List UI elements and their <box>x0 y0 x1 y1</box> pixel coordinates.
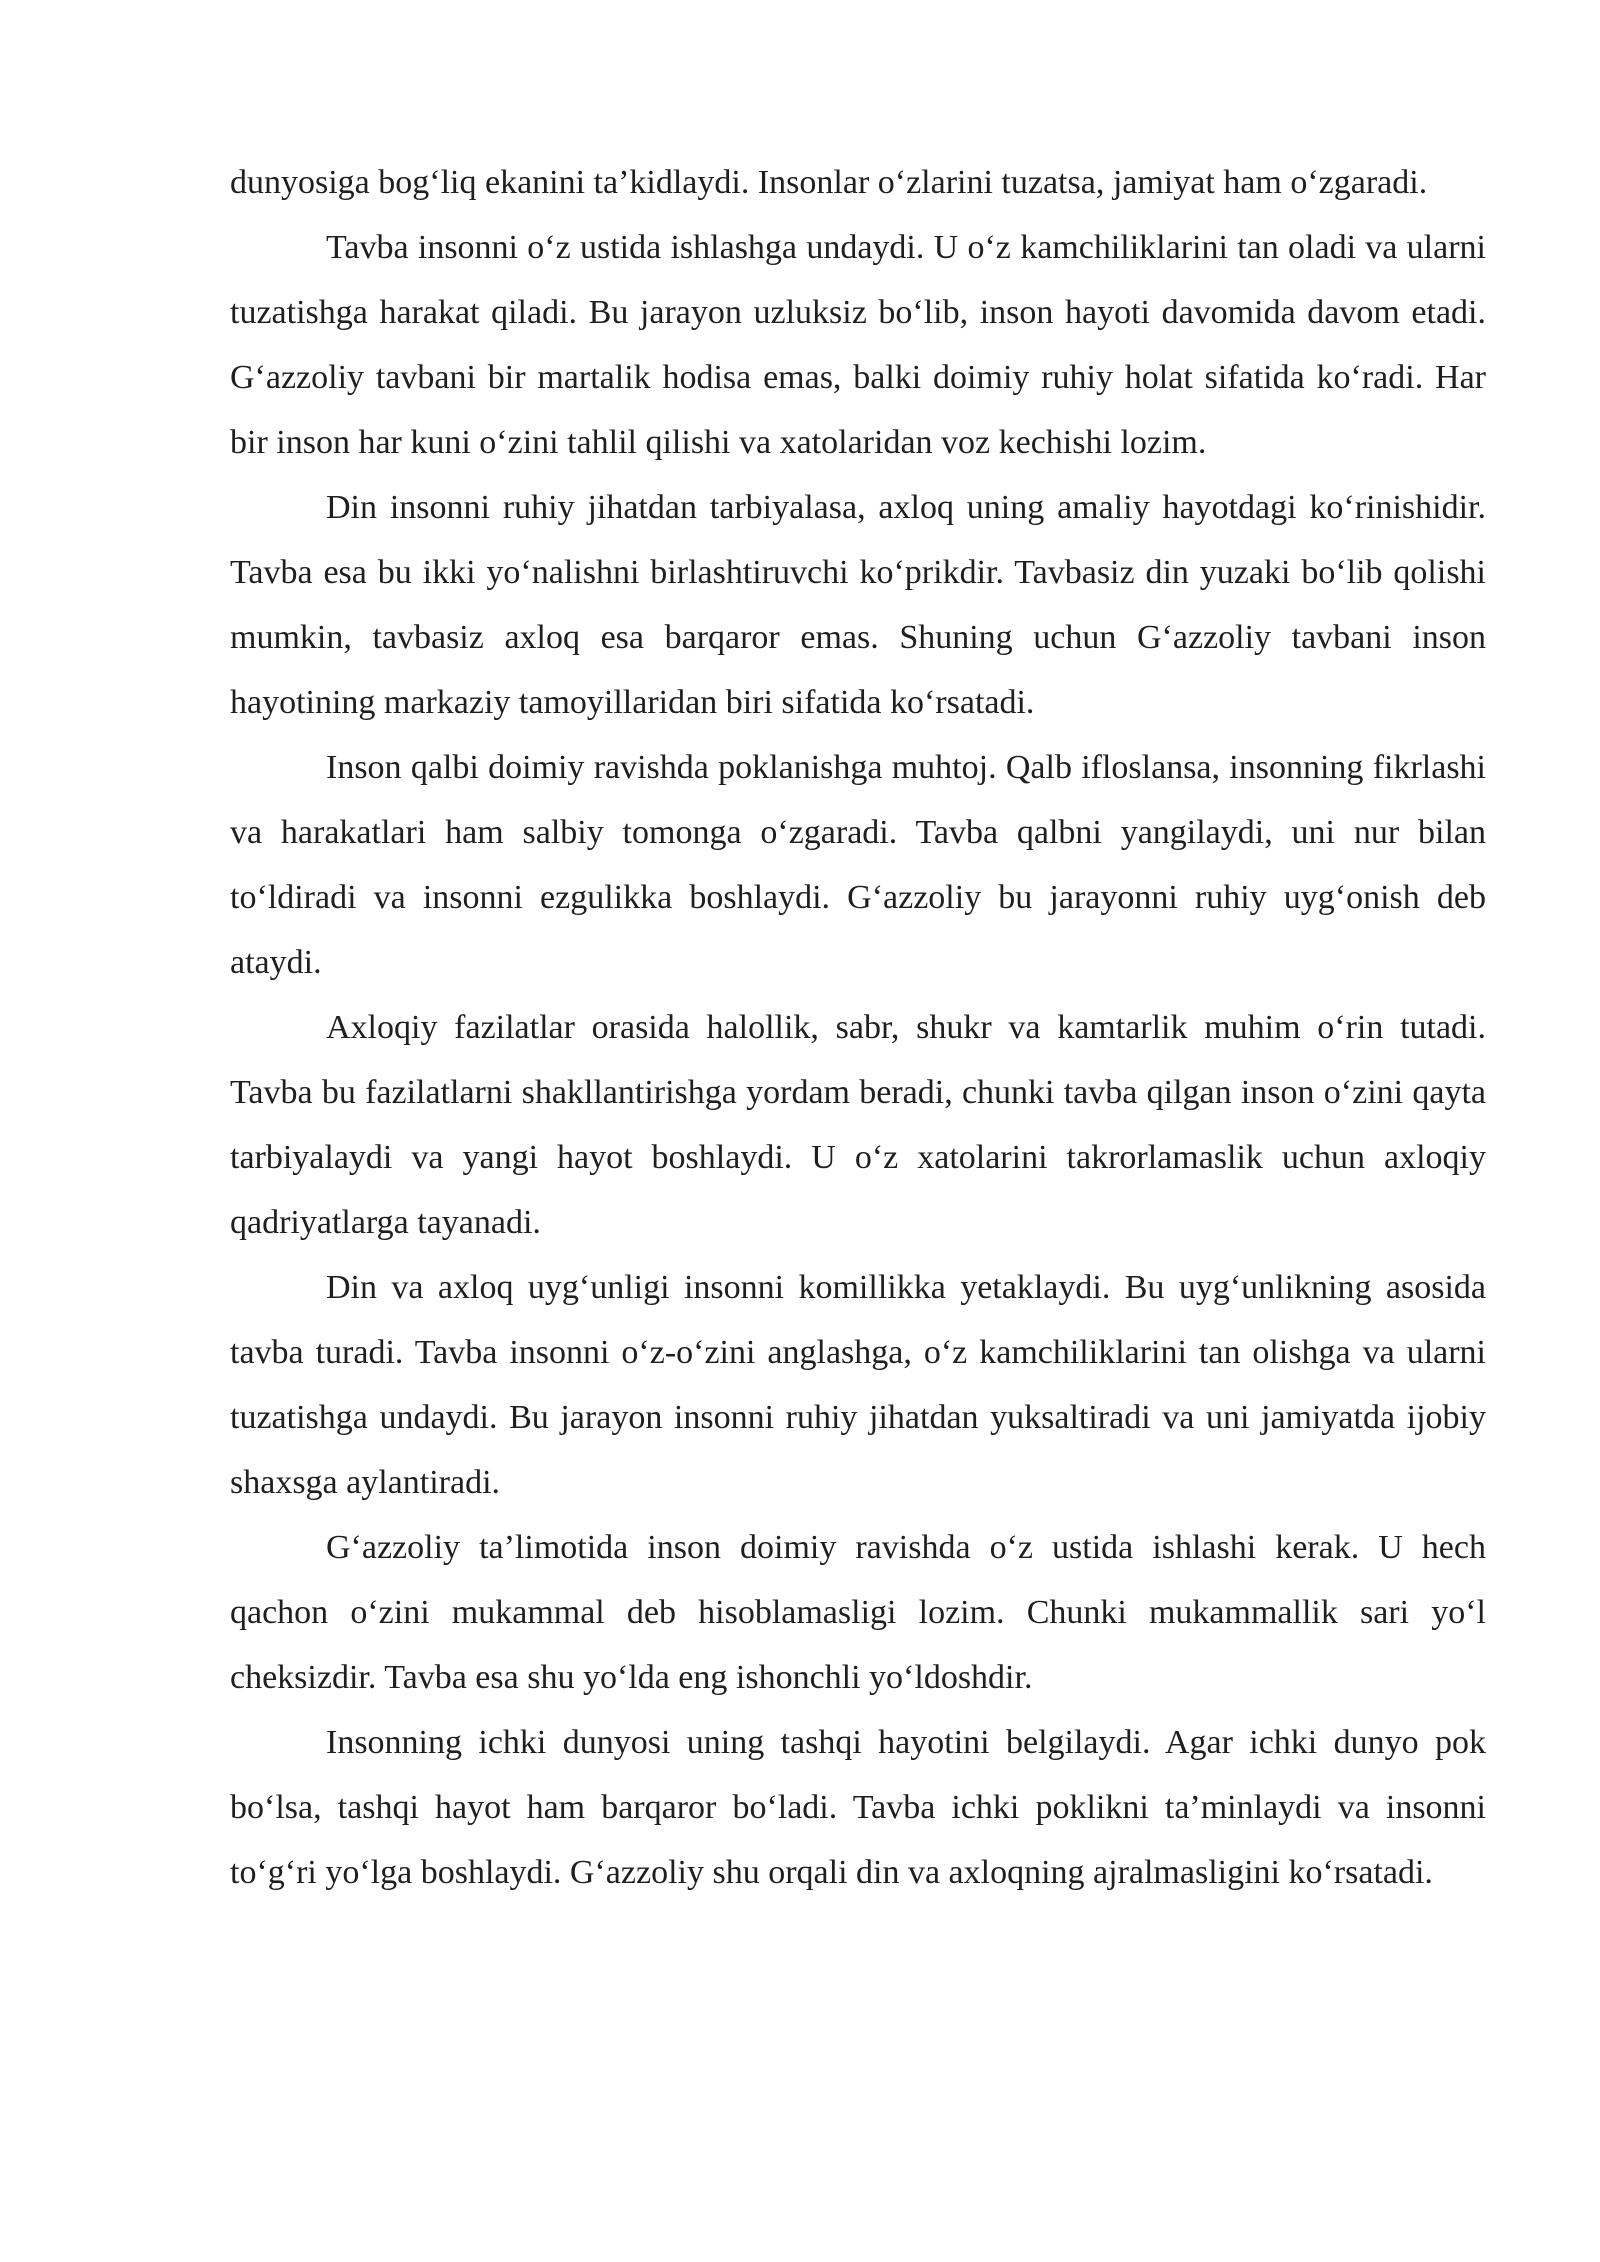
paragraph-4: Inson qalbi doimiy ravishda poklanishga muhtoj. Qalb ifloslansa, insonning fikrlashi va harakatlari ham salbiy tomonga o‘zgaradi. Tavba qalbni yangilaydi, uni nur bilan to‘ldiradi va insonni ezgulikka boshlaydi. G‘azzoliy bu jarayonni ruhiy uyg‘onish deb ataydi. <box>230 749 1486 981</box>
paragraph-6: Din va axloq uyg‘unligi insonni komillikka yetaklaydi. Bu uyg‘unlikning asosida tavba turadi. Tavba insonni o‘z-o‘zini anglashga, o‘z kamchiliklarini tan olishga va ularni tuzatishga undaydi. Bu jarayon insonni ruhiy jihatdan yuksaltiradi va uni jamiyatda ijobiy shaxsga aylantiradi. <box>230 1269 1486 1501</box>
paragraph-8: Insonning ichki dunyosi uning tashqi hayotini belgilaydi. Agar ichki dunyo pok bo‘lsa, tashqi hayot ham barqaror bo‘ladi. Tavba ichki poklikni ta’minlaydi va insonni to‘g‘ri yo‘lga boshlaydi. G‘azzoliy shu orqali din va axloqning ajralmasligini ko‘rsatadi. <box>230 1724 1486 1891</box>
paragraph-1: dunyosiga bog‘liq ekanini ta’kidlaydi. Insonlar o‘zlarini tuzatsa, jamiyat ham o‘zgaradi. <box>230 164 1428 201</box>
paragraph-5: Axloqiy fazilatlar orasida halollik, sabr, shukr va kamtarlik muhim o‘rin tutadi. Tavba bu fazilatlarni shakllantirishga yordam beradi, chunki tavba qilgan inson o‘zini qayta tarbiyalaydi va yangi hayot boshlaydi. U o‘z xatolarini takrorlamaslik uchun axloqiy qadriyatlarga tayanadi. <box>230 1009 1486 1241</box>
document-page <box>230 150 1486 1905</box>
paragraph-2: Tavba insonni o‘z ustida ishlashga undaydi. U o‘z kamchiliklarini tan oladi va ularni tuzatishga harakat qiladi. Bu jarayon uzluksiz bo‘lib, inson hayoti davomida davom etadi. G‘azzoliy tavbani bir martalik hodisa emas, balki doimiy ruhiy holat sifatida ko‘radi. Har bir inson har kuni o‘zini tahlil qilishi va xatolaridan voz kechishi lozim. <box>230 229 1486 461</box>
paragraph-3: Din insonni ruhiy jihatdan tarbiyalasa, axloq uning amaliy hayotdagi ko‘rinishidir. Tavba esa bu ikki yo‘nalishni birlashtiruvchi ko‘prikdir. Tavbasiz din yuzaki bo‘lib qolishi mumkin, tavbasiz axloq esa barqaror emas. Shuning uchun G‘azzoliy tavbani inson hayotining markaziy tamoyillaridan biri sifatida ko‘rsatadi. <box>230 489 1486 721</box>
paragraph-7: G‘azzoliy ta’limotida inson doimiy ravishda o‘z ustida ishlashi kerak. U hech qachon o‘zini mukammal deb hisoblamasligi lozim. Chunki mukammallik sari yo‘l cheksizdir. Tavba esa shu yo‘lda eng ishonchli yo‘ldoshdir. <box>230 1529 1486 1696</box>
